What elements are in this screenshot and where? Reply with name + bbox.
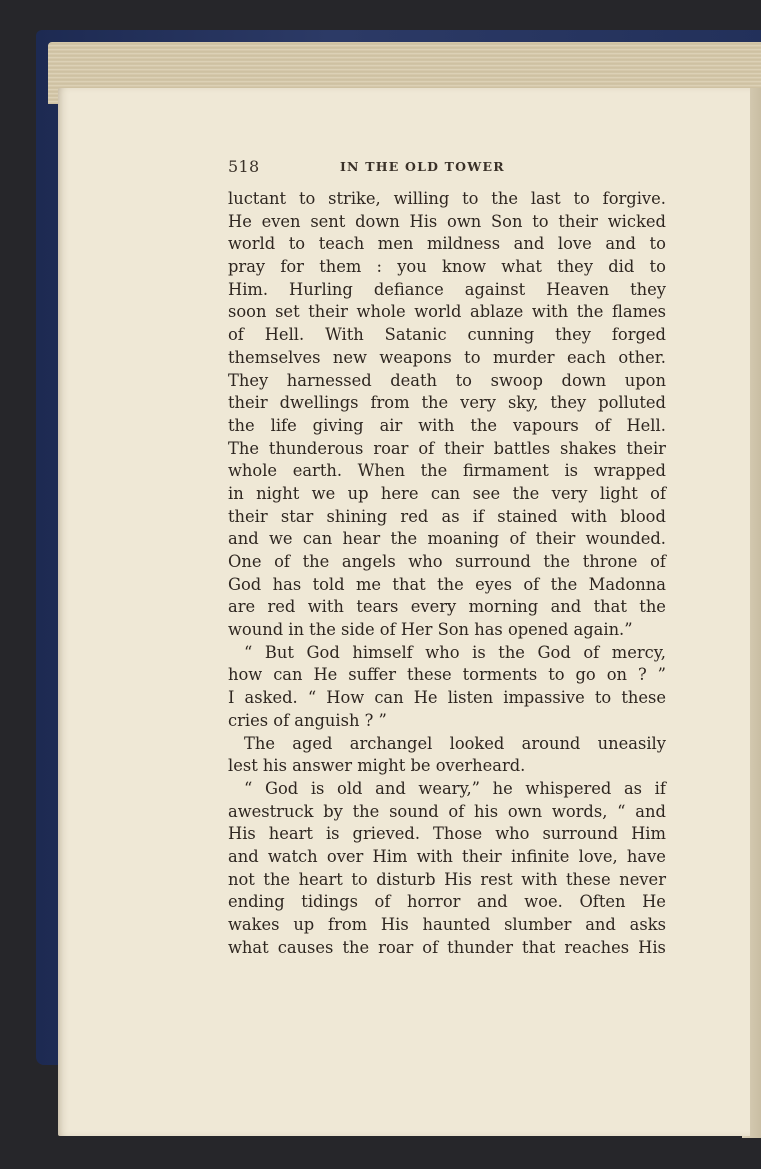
text-line: are red with tears every morning and that the xyxy=(228,597,666,617)
text-line: God has told me that the eyes of the Madonna xyxy=(228,574,666,594)
text-line: not the heart to disturb His rest with these never xyxy=(228,869,666,889)
text-line: They harnessed death to swoop down upon xyxy=(228,370,666,390)
text-line: their dwellings from the very sky, they polluted xyxy=(228,393,666,413)
text-line: of Hell. With Satanic cunning they forged xyxy=(228,325,666,345)
text-line: luctant to strike, willing to the last to forgive. xyxy=(228,189,666,208)
text-line: awestruck by the sound of his own words, “ and xyxy=(228,801,666,821)
text-line: world to teach men mildness and love and to xyxy=(228,234,666,254)
text-line: and we can hear the moaning of their wounded. xyxy=(228,529,666,549)
text-line: “ God is old and weary,” he whispered as if xyxy=(244,778,666,798)
text-line: I asked. “ How can He listen impassive to these xyxy=(228,688,666,708)
text-line: He even sent down His own Son to their wicked xyxy=(228,211,666,231)
text-line: The thunderous roar of their battles shakes their xyxy=(228,438,666,458)
running-head: IN THE OLD TOWER xyxy=(340,159,505,174)
text-line: cries of anguish ? ” xyxy=(228,710,387,730)
page-header xyxy=(228,157,666,179)
text-line: whole earth. When the firmament is wrapped xyxy=(228,461,666,481)
text-line: the life giving air with the vapours of Hell. xyxy=(228,415,666,435)
text-line: themselves new weapons to murder each other. xyxy=(228,347,666,367)
text-line: in night we up here can see the very light of xyxy=(228,483,666,503)
text-line: wakes up from His haunted slumber and asks xyxy=(228,915,666,934)
text-line: ending tidings of horror and woe. Often He xyxy=(228,892,666,912)
text-line: His heart is grieved. Those who surround Him xyxy=(228,824,666,844)
text-line: what causes the roar of thunder that reaches His xyxy=(228,937,666,957)
text-line: soon set their whole world ablaze with the flames xyxy=(228,302,666,322)
text-line: lest his answer might be overheard. xyxy=(228,756,526,776)
text-line: how can He suffer these torments to go on ? ” xyxy=(228,665,666,685)
text-line: pray for them : you know what they did to xyxy=(228,257,666,277)
text-line: “ But God himself who is the God of mercy, xyxy=(244,642,666,662)
text-line: The aged archangel looked around uneasily xyxy=(244,733,666,753)
text-line: and watch over Him with their infinite love, have xyxy=(228,846,666,866)
text-line: their star shining red as if stained with blood xyxy=(228,506,666,526)
text-line: One of the angels who surround the throne of xyxy=(228,552,666,571)
page-number: 518 xyxy=(228,157,260,176)
body-text xyxy=(228,188,666,959)
text-line: wound in the side of Her Son has opened again.” xyxy=(228,620,633,640)
text-line: Him. Hurling defiance against Heaven they xyxy=(228,279,666,299)
